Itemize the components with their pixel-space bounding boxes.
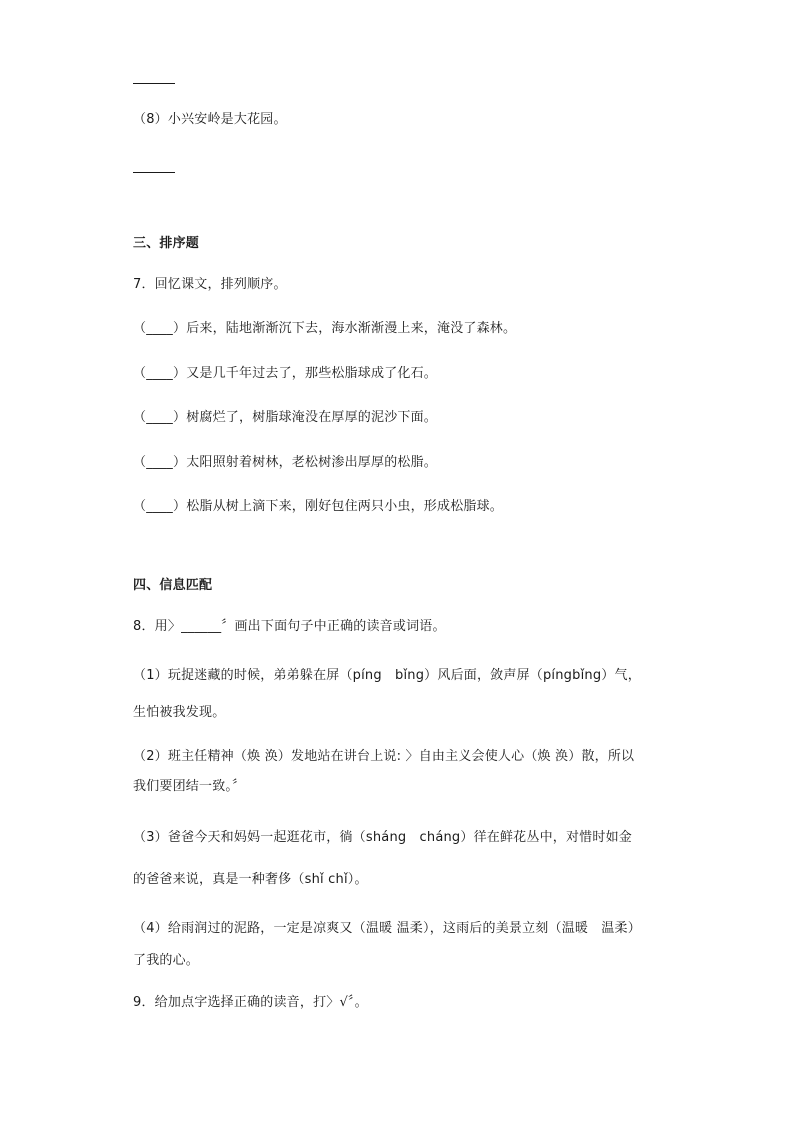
answer-blank-line[interactable] xyxy=(133,172,175,173)
answer-blank-line[interactable] xyxy=(133,83,175,84)
question-8-line: （4）给雨润过的泥路，一定是凉爽又（温暖 温柔），这雨后的美景立刻（温暖 温柔） xyxy=(133,921,641,936)
section-heading-matching: 四、信息匹配 xyxy=(133,578,213,593)
sort-item: （____）松脂从树上滴下来，刚好包住两只小虫，形成松脂球。 xyxy=(133,499,504,514)
question-7-stem: 7．回忆课文，排列顺序。 xyxy=(133,277,287,292)
question-8-line: 我们要团结一致。〞 xyxy=(133,779,246,794)
question-8-line: 生怕被我发现。 xyxy=(133,705,226,720)
sort-item: （____）又是几千年过去了，那些松脂球成了化石。 xyxy=(133,366,438,381)
section-heading-sorting: 三、排序题 xyxy=(133,236,200,251)
sort-item: （____）树腐烂了，树脂球淹没在厚厚的泥沙下面。 xyxy=(133,410,438,425)
question-8-line: 了我的心。 xyxy=(133,953,200,968)
sort-item: （____）太阳照射着树林，老松树渗出厚厚的松脂。 xyxy=(133,455,438,470)
question-8-stem: 8．用〉______〞画出下面句子中正确的读音或词语。 xyxy=(133,619,446,634)
question-8-line: 的爸爸来说，真是一种奢侈（shǐ chǐ）。 xyxy=(133,872,368,887)
question-8-line: （1）玩捉迷藏的时候，弟弟躲在屏（píng bǐng）风后面，敛声屏（píngbǐng）气， xyxy=(133,668,641,683)
question-9-stem: 9．给加点字选择正确的读音，打〉√〞。 xyxy=(133,995,368,1010)
question-item-8: （8）小兴安岭是大花园。 xyxy=(133,112,287,127)
question-8-line: （3）爸爸今天和妈妈一起逛花市，徜（sháng cháng）徉在鲜花丛中，对惜时如金 xyxy=(133,830,632,845)
question-8-line: （2）班主任精神（焕 涣）发地站在讲台上说: 〉自由主义会使人心（焕 涣）散，所以 xyxy=(133,749,635,764)
sort-item: （____）后来，陆地渐渐沉下去，海水渐渐漫上来，淹没了森林。 xyxy=(133,321,517,336)
